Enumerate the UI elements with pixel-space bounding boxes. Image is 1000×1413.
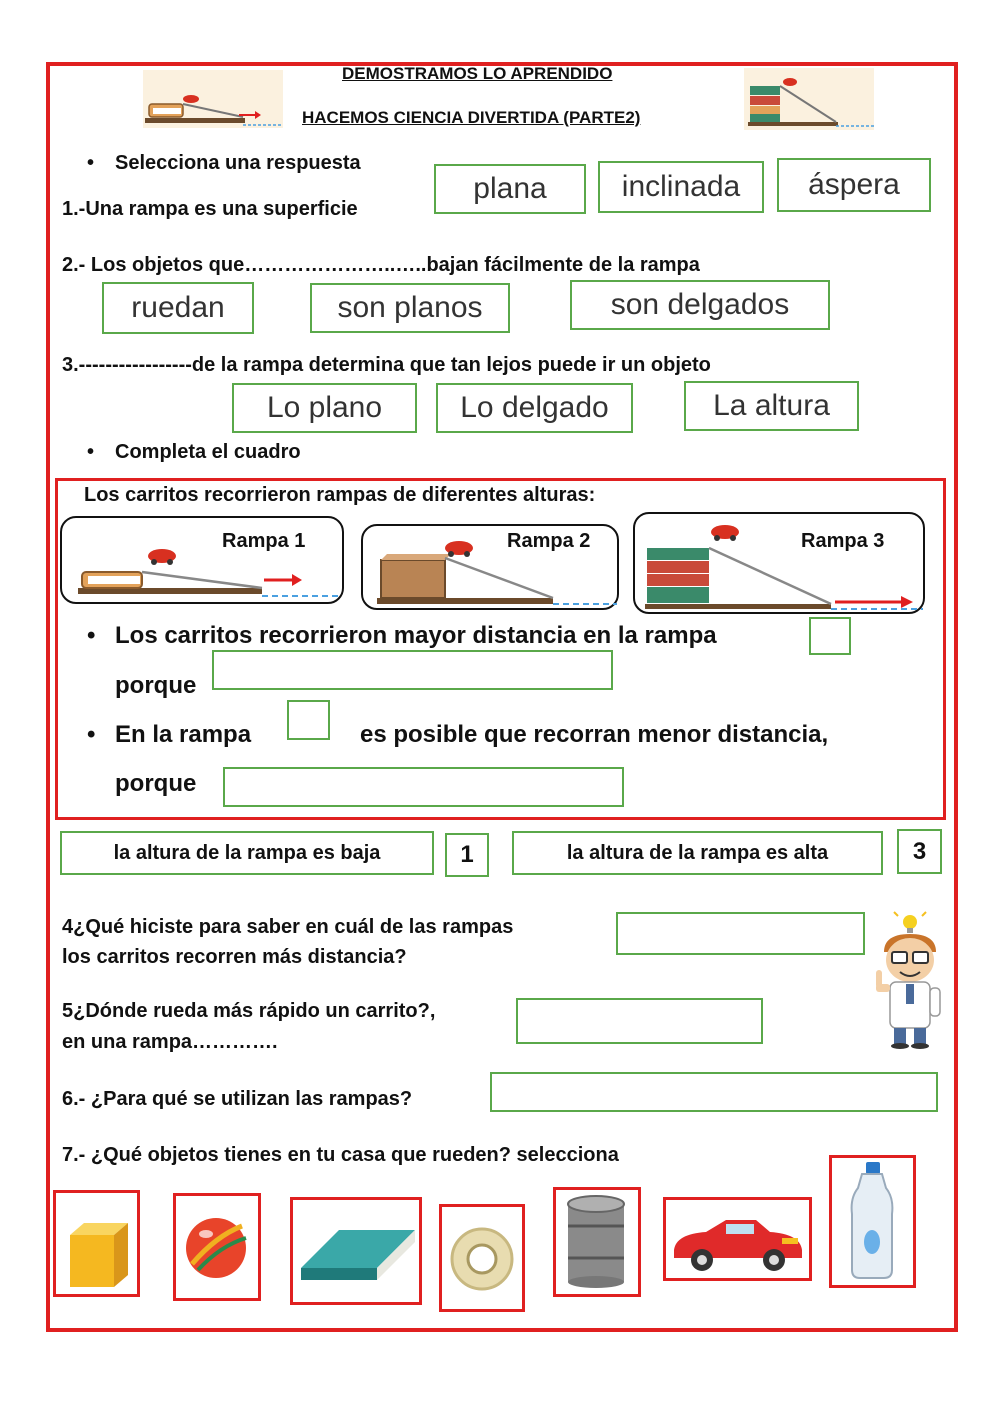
ramp-1-label: Rampa 1 [222, 530, 306, 552]
question-1: 1.-Una rampa es una superficie [62, 198, 358, 220]
q1-option-inclinada[interactable]: inclinada [598, 161, 764, 213]
ball-icon [176, 1196, 258, 1298]
answer-6-input[interactable] [490, 1072, 938, 1112]
instruction-select: • Selecciona una respuesta [115, 152, 361, 175]
book-icon [293, 1200, 419, 1302]
q2-option-son-delgados[interactable]: son delgados [570, 280, 830, 330]
q3-option-la-altura[interactable]: La altura [684, 381, 859, 431]
statement-2-prefix: • En la rampa [115, 721, 251, 749]
statement-1: • Los carritos recorrieron mayor distancia en la rampa [115, 622, 717, 650]
ramp-card-2 [361, 524, 619, 610]
toy-car-icon [666, 1200, 809, 1278]
question-2: 2.- Los objetos que…………………..…..bajan fácilmente de la rampa [62, 254, 700, 276]
question-5-line2: en una rampa…………. [62, 1031, 278, 1053]
tape-icon [442, 1207, 522, 1309]
drop-slot-ramp-min[interactable] [287, 700, 330, 740]
question-3: 3.-----------------de la rampa determina que tan lejos puede ir un objeto [62, 354, 711, 376]
q2-option-son-planos[interactable]: son planos [310, 283, 510, 333]
page-subtitle: HACEMOS CIENCIA DIVERTIDA (PARTE2) [302, 108, 641, 127]
ramp-illustration-right [744, 68, 874, 130]
q3-option-lo-delgado[interactable]: Lo delgado [436, 383, 633, 433]
instruction-complete: • Completa el cuadro [115, 441, 301, 464]
because-1-label: porque [115, 672, 197, 699]
ramp-3-label: Rampa 3 [801, 530, 885, 552]
ramp-card-1 [60, 516, 344, 604]
q1-option-aspera[interactable]: áspera [777, 158, 931, 212]
bottle-icon [832, 1158, 913, 1285]
answer-4-input[interactable] [616, 912, 865, 955]
q1-option-plana[interactable]: plana [434, 164, 586, 214]
ramps-intro: Los carritos recorrieron rampas de diferentes alturas: [84, 484, 596, 506]
question-4-line2: los carritos recorren más distancia? [62, 946, 407, 968]
drag-option-3[interactable]: 3 [897, 829, 942, 874]
drag-option-1[interactable]: 1 [445, 833, 489, 877]
scientist-icon [866, 908, 950, 1050]
choice-cube[interactable] [53, 1190, 140, 1297]
choice-book[interactable] [290, 1197, 422, 1305]
cube-icon [56, 1193, 137, 1294]
drop-slot-reason-2[interactable] [223, 767, 624, 807]
drop-slot-reason-1[interactable] [212, 650, 613, 690]
answer-5-input[interactable] [516, 998, 763, 1044]
question-6: 6.- ¿Para qué se utilizan las rampas? [62, 1088, 413, 1110]
drop-slot-ramp-max[interactable] [809, 617, 851, 655]
question-4-line1: 4¿Qué hiciste para saber en cuál de las rampas [62, 916, 514, 938]
drag-option-altura-alta[interactable]: la altura de la rampa es alta [512, 831, 883, 875]
choice-toy-car[interactable] [663, 1197, 812, 1281]
q3-option-lo-plano[interactable]: Lo plano [232, 383, 417, 433]
because-2-label: porque [115, 770, 197, 797]
choice-ball[interactable] [173, 1193, 261, 1301]
page-title: DEMOSTRAMOS LO APRENDIDO [342, 64, 613, 83]
drag-option-altura-baja[interactable]: la altura de la rampa es baja [60, 831, 434, 875]
choice-tape[interactable] [439, 1204, 525, 1312]
statement-2-suffix: es posible que recorran menor distancia, [360, 721, 829, 748]
choice-bottle[interactable] [829, 1155, 916, 1288]
q2-option-ruedan[interactable]: ruedan [102, 282, 254, 334]
choice-can[interactable] [553, 1187, 641, 1297]
ramp-illustration-left [143, 70, 283, 128]
ramp-card-3 [633, 512, 925, 614]
question-7: 7.- ¿Qué objetos tienes en tu casa que rueden? selecciona [62, 1144, 619, 1166]
ramp-2-label: Rampa 2 [507, 530, 591, 552]
question-5-line1: 5¿Dónde rueda más rápido un carrito?, [62, 1000, 436, 1022]
can-icon [556, 1190, 638, 1294]
